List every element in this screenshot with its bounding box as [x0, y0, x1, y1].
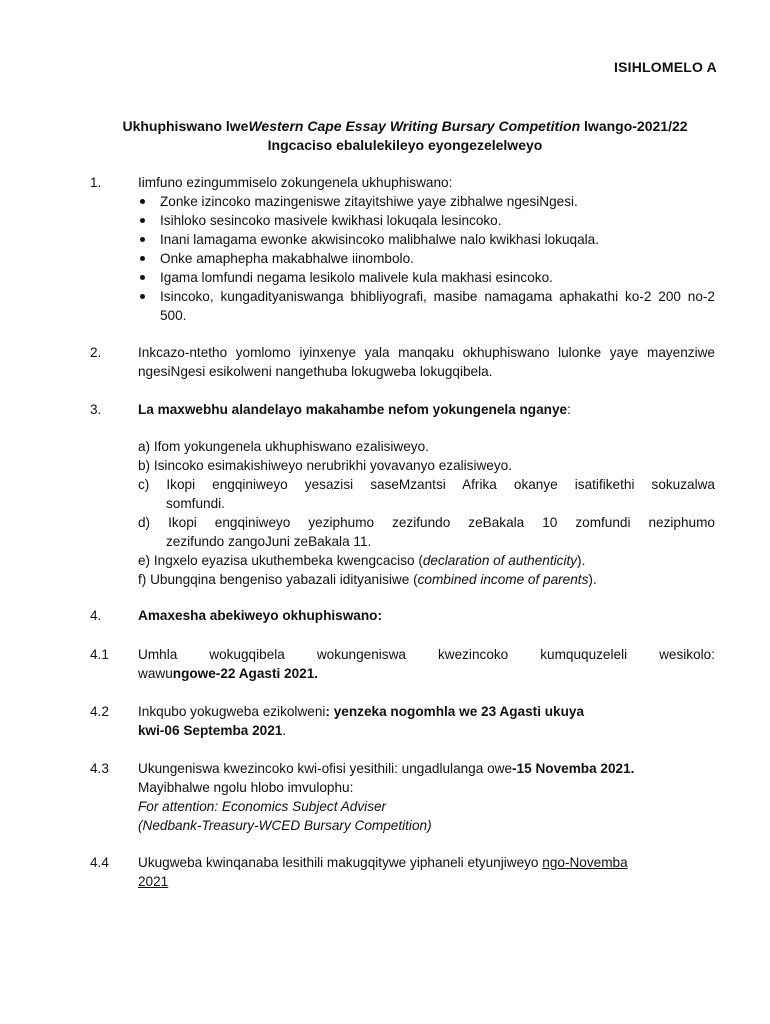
section-heading: La maxwebhu alandelayo makahambe nefom yokungenela nganye: [138, 402, 571, 417]
list-item: Onke amaphepha makabhalwe iinombolo. [138, 249, 715, 268]
list-item: Zonke izincoko mazingeniswe zitayitshiwe yaye zibhalwe ngesiNgesi. [138, 192, 715, 211]
document-title [90, 117, 720, 155]
list-item-continued: somfundi. [166, 496, 225, 511]
section-number: 4.1 [90, 647, 109, 662]
list-item: a) Ifom yokungenela ukhuphiswano ezalisiweyo. [138, 439, 429, 454]
list-item: b) Isincoko esimakishiweyo nerubrikhi yovavanyo ezalisiweyo. [138, 458, 512, 473]
title-line-2: Ingcaciso ebalulekileyo eyongezelelweyo [267, 137, 543, 153]
list-item: e) Ingxelo eyazisa ukuthembeka kwengcaciso (declaration of authenticity). [138, 553, 586, 568]
section-number: 4. [90, 608, 102, 623]
section-number: 4.3 [90, 761, 109, 776]
section-number: 2. [90, 345, 102, 360]
list-item: Isincoko, kungadityaniswanga bhibliyografi, masibe namagama aphakathi ko-2 200 no-2 500. [138, 287, 715, 325]
section-number: 3. [90, 402, 102, 417]
document-page: ISIHLOMELO A Ukhuphiswano lweWestern Cape Essay Writing Bursary Competition lwango-2021/22 Ingcaciso ebalulekileyo eyongezelelweyo 1. Iimfuno ezingummiselo zokungenela ukhuphiswano: Zonke izincoko mazingeniswe zitayitshiwe yaye zibhalwe ngesiNgesi. Isihloko sesincoko masivele kwikhasi lokuqala lesincoko. Inani lamagama ewonke akwisincoko malibhalwe nalo kwikhasi lokuqala. Onke amaphepha makabhalwe iinombolo. Igama lomfundi negama lesikolo malivele kula makhasi esincoko. Isincoko, kungadityaniswanga bhibliyografi, masibe namagama aphakathi ko-2 200 no-2 500. 2. Inkcazo-ntetho yomlomo iyinxenye yala manqaku okhuphiswano lulonke yaye mayenziwe ngesiNgesi esikolweni nangethuba lokugweba lokugqibela. 3. La maxwebhu alandelayo makahambe nefom yokungenela nganye: a) Ifom yokungenela ukhuphiswano ezalisiweyo. b) Isincoko esimakishiweyo nerubrikhi yovavanyo ezalisiweyo. c) Ikopi engqiniweyo yesazisi saseMzantsi Afrika okanye isatifikethi sokuzalwa somfundi. d) Ikopi engqiniweyo yeziphumo zezifundo zeBakala 10 zomfundi neziphumo zezifundo zangoJuni zeBakala 11. e) Ingxelo eyazisa ukuthembeka kwengcaciso (declaration of authenticity). f) Ubungqina bengeniso yabazali idityanisiwe (combined income of parents). 4. Amaxesha abekiweyo okhuphiswano: 4.1 Umhla wokugqibela wokungeniswa kwezincoko kumququzeleli wesikolo: wawungowe-22 Agasti 2021. 4.2 Inkqubo yokugweba ezikolweni: yenzeka nogomhla we 23 Agasti ukuya kwi-06 Septemba 2021. 4.3 Ukungeniswa kwezincoko kwi-ofisi yesithili: ungadlulanga owe-15 Novemba 2021. Mayibhalwe ngolu hlobo imvulophu: For attention: Economics Subject Adviser (Nedbank-Treasury-WCED Bursary Competition) 4.4 Ukugweba kwinqanaba lesithili makugqitywe yiphaneli etyunjiweyo ngo-Novemba 2021 [0, 0, 770, 1024]
section-number: 4.4 [90, 855, 109, 870]
list-item-continued: zezifundo zangoJuni zeBakala 11. [166, 534, 372, 549]
section-heading: Iimfuno ezingummiselo zokungenela ukhuphiswano: [138, 175, 453, 190]
list-item: Inani lamagama ewonke akwisincoko malibhalwe nalo kwikhasi lokuqala. [138, 230, 715, 249]
section-text: Inkcazo-ntetho yomlomo iyinxenye yala manqaku okhuphiswano lulonke yaye mayenziwe ngesiNgesi esikolweni nangethuba lokugweba lokugqibela. [138, 345, 715, 379]
title-line-1: Ukhuphiswano lweWestern Cape Essay Writing Bursary Competition lwango-2021/22 [122, 118, 688, 134]
list-item: Igama lomfundi negama lesikolo malivele kula makhasi esincoko. [138, 268, 715, 287]
annex-label: ISIHLOMELO A [614, 59, 717, 75]
list-item: d) Ikopi engqiniweyo yeziphumo zezifundo zeBakala 10 zomfundi neziphumo [138, 515, 715, 530]
list-item: Isihloko sesincoko masivele kwikhasi lokuqala lesincoko. [138, 211, 715, 230]
section-heading: Amaxesha abekiweyo okhuphiswano: [138, 608, 383, 623]
list-item: f) Ubungqina bengeniso yabazali idityanisiwe (combined income of parents). [138, 572, 597, 587]
list-item: c) Ikopi engqiniweyo yesazisi saseMzantsi Afrika okanye isatifikethi sokuzalwa [138, 477, 715, 492]
section-number: 4.2 [90, 704, 109, 719]
section-number: 1. [90, 175, 102, 190]
requirements-list [138, 192, 715, 325]
